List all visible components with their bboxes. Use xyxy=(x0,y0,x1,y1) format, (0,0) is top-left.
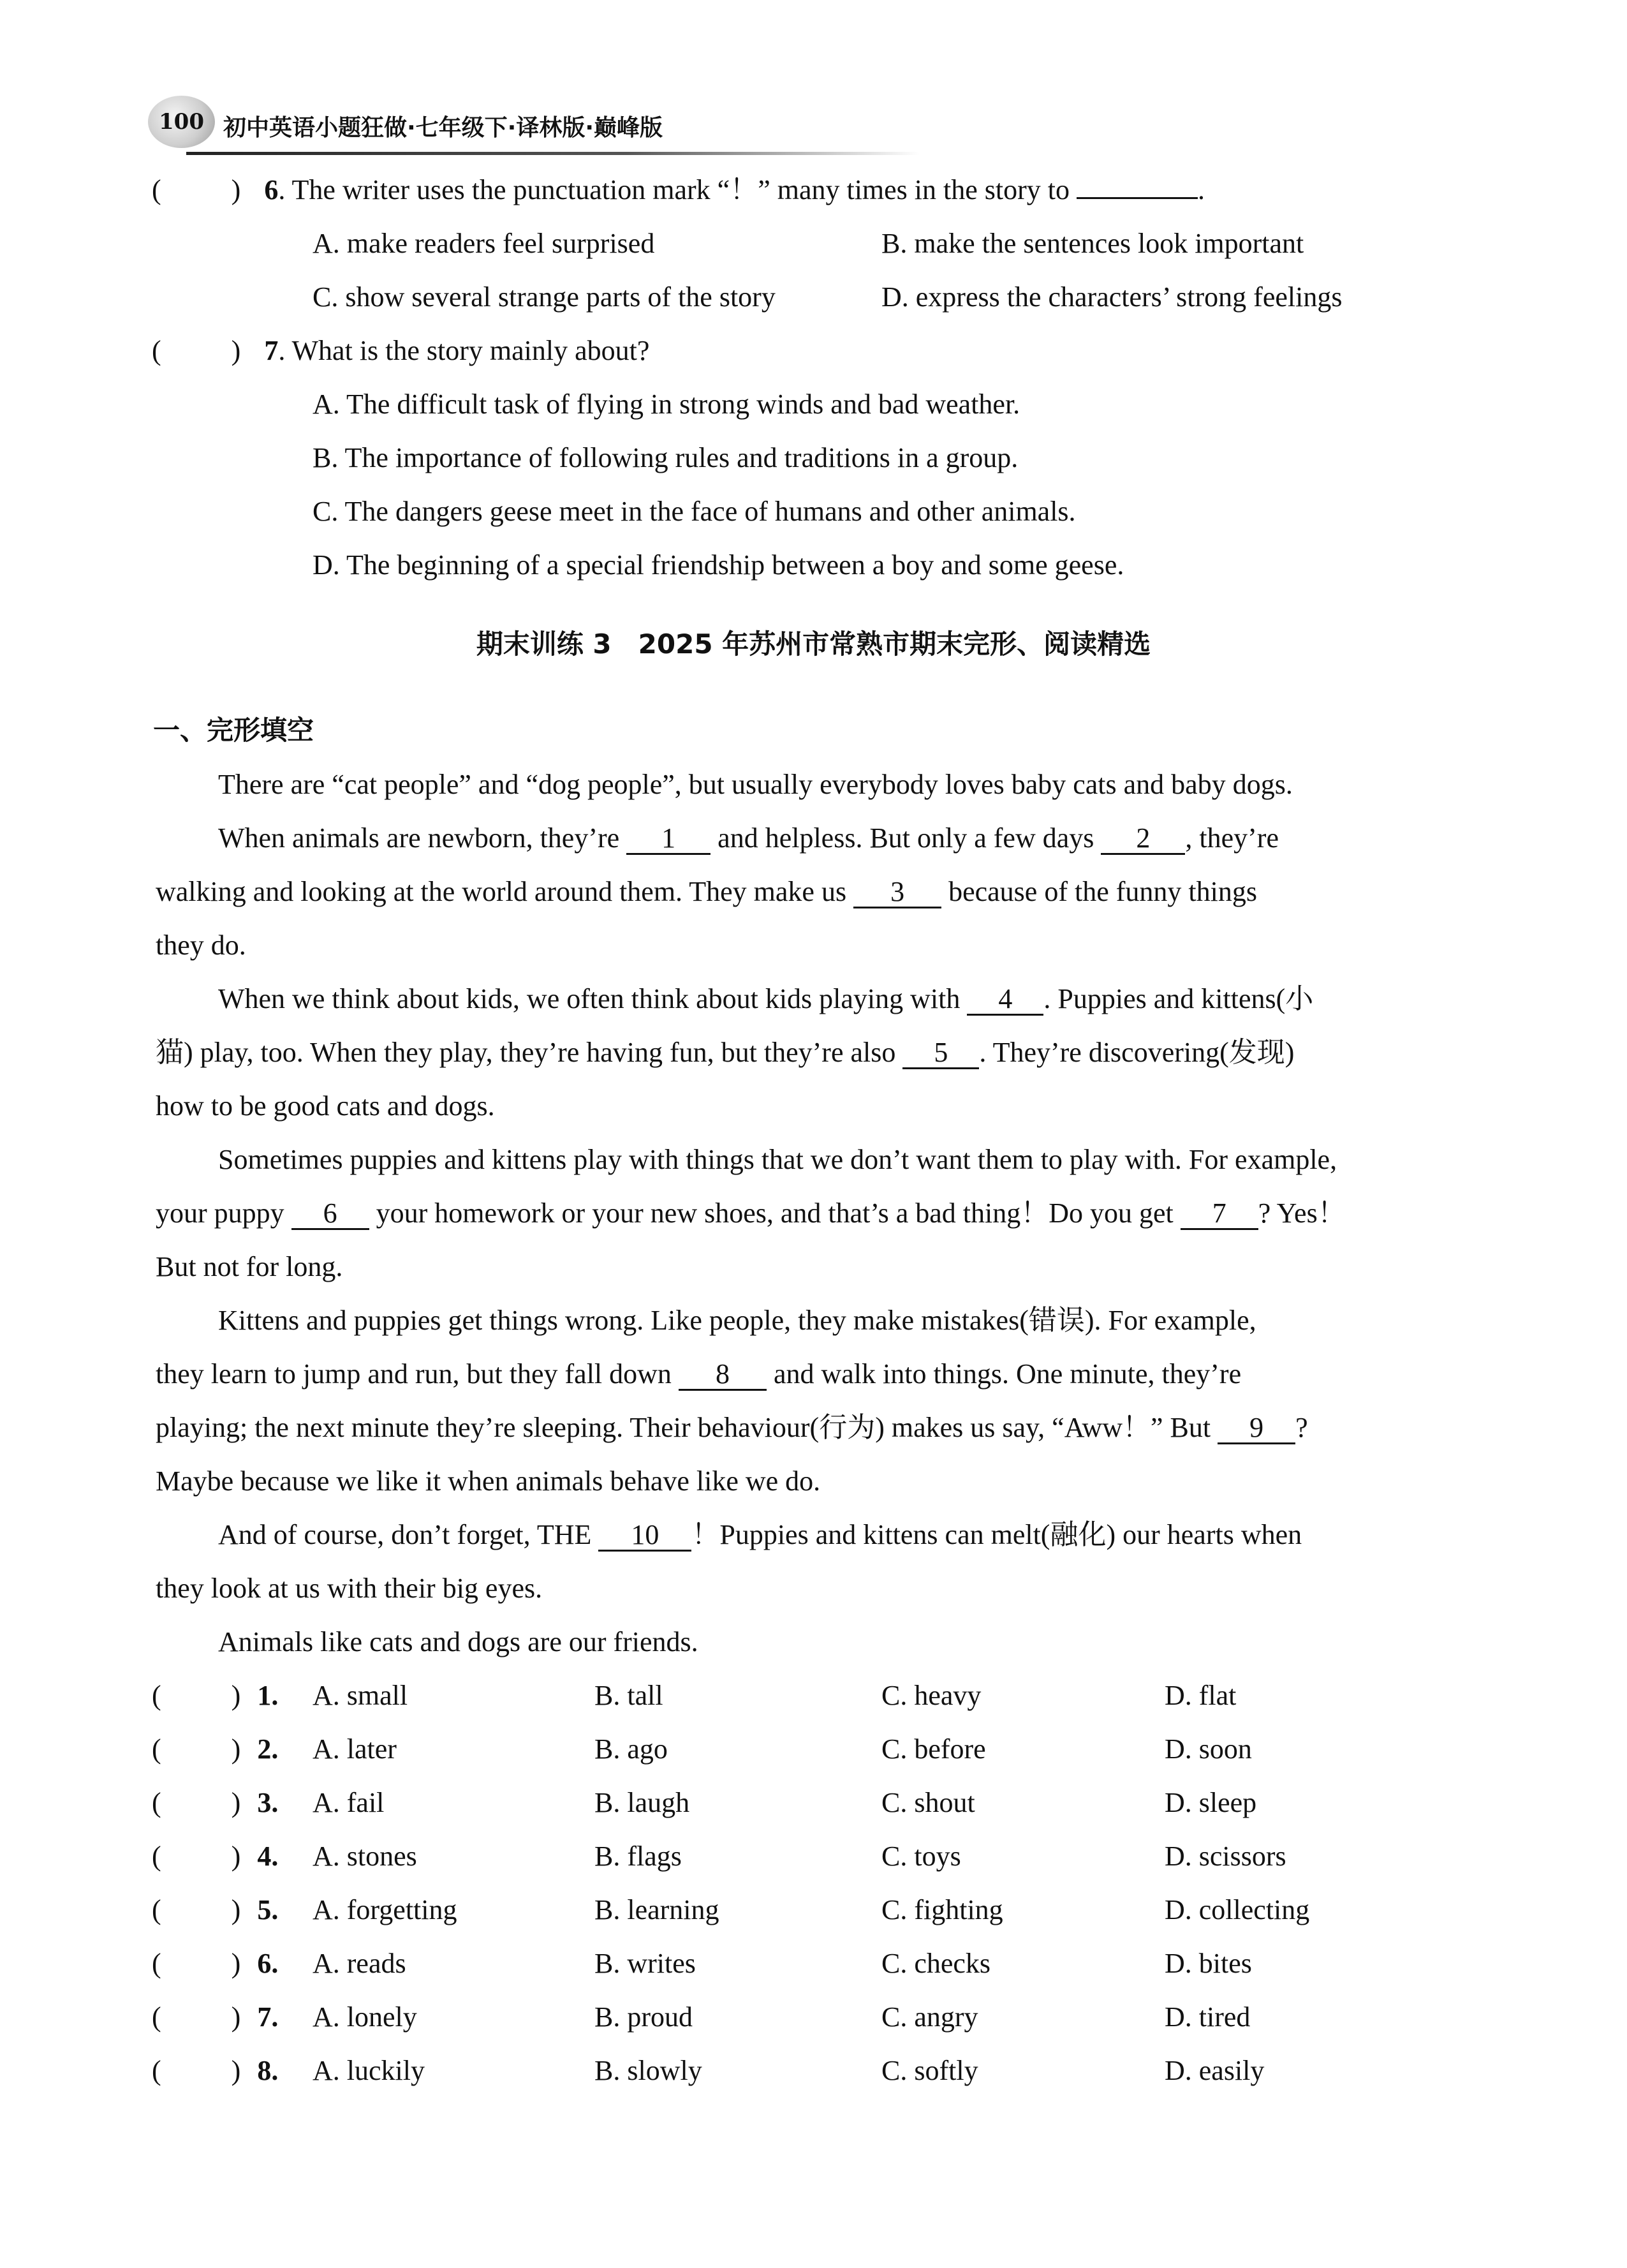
passage-line: walking and looking at the world around them. They make us 3 because of the funny things xyxy=(156,876,1257,907)
section-title: 期末训练 3 2025 年苏州市常熟市期末完形、阅读精选 xyxy=(476,628,1151,660)
passage-line: Animals like cats and dogs are our friends. xyxy=(218,1626,698,1657)
option-d: D. scissors xyxy=(1165,1841,1286,1872)
question-number: 4 xyxy=(257,1841,272,1872)
page-number: 100 xyxy=(148,96,215,148)
option-b: B. laugh xyxy=(594,1787,690,1818)
option-d: D. soon xyxy=(1165,1733,1252,1765)
answer-paren-close: ) xyxy=(231,2055,241,2086)
cloze-blank-2[interactable]: 2 xyxy=(1101,824,1185,855)
cloze-question-row: ( ) 1. xyxy=(152,1680,279,1711)
passage-line: Sometimes puppies and kittens play with things that we don’t want them to play with. For example, xyxy=(218,1144,1337,1175)
question-number: 7 xyxy=(257,2001,272,2033)
answer-paren-close: ) xyxy=(231,335,241,366)
passage-line: And of course, don’t forget, THE 10 ！Puppies and kittens can melt(融化) our hearts when xyxy=(218,1519,1302,1550)
passage-line: Kittens and puppies get things wrong. Like people, they make mistakes(错误). For example, xyxy=(218,1305,1256,1336)
part-heading: 一、完形填空 xyxy=(153,715,314,746)
question-number: 1 xyxy=(257,1680,272,1711)
cloze-question-row: ( ) 8. xyxy=(152,2055,279,2086)
option-a: A. lonely xyxy=(313,2001,417,2033)
option-a: A. make readers feel surprised xyxy=(313,228,655,259)
option-a: A. later xyxy=(313,1733,397,1765)
option-d: D. flat xyxy=(1165,1680,1237,1711)
answer-paren-open: ( xyxy=(152,1894,161,1925)
passage-line: When animals are newborn, they’re 1 and helpless. But only a few days 2 , they’re xyxy=(218,822,1279,854)
cloze-question-row: ( ) 6. xyxy=(152,1948,279,1979)
answer-paren-close: ) xyxy=(231,1680,241,1711)
passage-line: they look at us with their big eyes. xyxy=(156,1573,543,1604)
option-d: D. bites xyxy=(1165,1948,1252,1979)
question-number: 6 xyxy=(257,1948,272,1979)
option-c: C. angry xyxy=(881,2001,978,2033)
passage-line: But not for long. xyxy=(156,1251,343,1282)
answer-paren-close: ) xyxy=(231,1787,241,1818)
answer-paren-open: ( xyxy=(152,2055,161,2086)
option-c: C. checks xyxy=(881,1948,991,1979)
option-c: C. before xyxy=(881,1733,986,1765)
passage-line: 猫) play, too. When they play, they’re having fun, but they’re also 5 . They’re discovering(发现) xyxy=(156,1037,1295,1068)
cloze-blank-5[interactable]: 5 xyxy=(902,1038,979,1069)
passage-line: they learn to jump and run, but they fall down 8 and walk into things. One minute, they’re xyxy=(156,1358,1242,1390)
answer-paren-close: ) xyxy=(231,1841,241,1872)
book-title: 初中英语小题狂做·七年级下·译林版·巅峰版 xyxy=(223,115,663,141)
option-b: B. tall xyxy=(594,1680,663,1711)
option-c: C. fighting xyxy=(881,1894,1003,1925)
option-b: B. writes xyxy=(594,1948,696,1979)
option-b: B. make the sentences look important xyxy=(881,228,1304,259)
question-number: 3 xyxy=(257,1787,272,1818)
option-d: D. easily xyxy=(1165,2055,1265,2086)
option-d: D. express the characters’ strong feelings xyxy=(881,281,1343,313)
option-a: A. The difficult task of flying in strong winds and bad weather. xyxy=(313,389,1020,420)
option-b: B. learning xyxy=(594,1894,719,1925)
option-c: C. The dangers geese meet in the face of humans and other animals. xyxy=(313,496,1076,527)
answer-paren-close: ) xyxy=(231,174,241,205)
option-d: D. sleep xyxy=(1165,1787,1257,1818)
answer-paren-close: ) xyxy=(231,1894,241,1925)
answer-paren-open: ( xyxy=(152,1787,161,1818)
option-d: D. tired xyxy=(1165,2001,1251,2033)
answer-paren-open: ( xyxy=(152,2001,161,2033)
passage-line: There are “cat people” and “dog people”, but usually everybody loves baby cats and baby dogs. xyxy=(218,769,1293,800)
question-6-row: ( ) 6. The writer uses the punctuation mark “！” many times in the story to . xyxy=(152,174,1205,205)
question-number: 8 xyxy=(257,2055,272,2086)
question-number: 5 xyxy=(257,1894,272,1925)
option-a: A. small xyxy=(313,1680,408,1711)
answer-paren-open: ( xyxy=(152,1948,161,1979)
passage-line: Maybe because we like it when animals behave like we do. xyxy=(156,1465,821,1497)
option-b: B. slowly xyxy=(594,2055,702,2086)
option-d: D. The beginning of a special friendship between a boy and some geese. xyxy=(313,549,1124,581)
option-c: C. show several strange parts of the story xyxy=(313,281,776,313)
page-header xyxy=(148,96,786,153)
cloze-blank-8[interactable]: 8 xyxy=(679,1360,767,1391)
option-b: B. flags xyxy=(594,1841,682,1872)
answer-paren-open: ( xyxy=(152,335,161,366)
option-b: B. ago xyxy=(594,1733,668,1765)
option-a: A. forgetting xyxy=(313,1894,457,1925)
cloze-blank-4[interactable]: 4 xyxy=(967,984,1043,1016)
option-a: A. fail xyxy=(313,1787,385,1818)
question-stem: The writer uses the punctuation mark “！” many times in the story to xyxy=(291,174,1070,205)
cloze-blank-6[interactable]: 6 xyxy=(291,1199,369,1230)
option-a: A. luckily xyxy=(313,2055,425,2086)
option-b: B. proud xyxy=(594,2001,693,2033)
cloze-blank-9[interactable]: 9 xyxy=(1218,1413,1295,1444)
stem-end: . xyxy=(1198,174,1205,205)
answer-paren-open: ( xyxy=(152,174,161,205)
option-a: A. stones xyxy=(313,1841,417,1872)
question-number: 6 xyxy=(264,174,279,205)
option-b: B. The importance of following rules and traditions in a group. xyxy=(313,442,1019,473)
answer-paren-close: ) xyxy=(231,2001,241,2033)
passage-line: your puppy 6 your homework or your new shoes, and that’s a bad thing！Do you get 7 ? Yes！ xyxy=(156,1197,1346,1229)
question-number: 2 xyxy=(257,1733,272,1765)
answer-paren-open: ( xyxy=(152,1680,161,1711)
option-a: A. reads xyxy=(313,1948,406,1979)
option-c: C. shout xyxy=(881,1787,975,1818)
answer-blank[interactable] xyxy=(1077,197,1198,199)
cloze-blank-7[interactable]: 7 xyxy=(1181,1199,1258,1230)
passage-line: When we think about kids, we often think about kids playing with 4 . Puppies and kittens(小 xyxy=(218,983,1314,1014)
cloze-question-row: ( ) 3. xyxy=(152,1787,279,1818)
question-stem: What is the story mainly about? xyxy=(291,335,650,366)
cloze-question-row: ( ) 4. xyxy=(152,1841,279,1872)
question-number: 7 xyxy=(264,335,279,366)
option-c: C. toys xyxy=(881,1841,961,1872)
option-d: D. collecting xyxy=(1165,1894,1310,1925)
option-c: C. heavy xyxy=(881,1680,982,1711)
answer-paren-close: ) xyxy=(231,1733,241,1765)
cloze-blank-3[interactable]: 3 xyxy=(853,877,941,908)
header-rule xyxy=(186,152,920,155)
option-c: C. softly xyxy=(881,2055,978,2086)
passage-line: how to be good cats and dogs. xyxy=(156,1090,495,1122)
answer-paren-open: ( xyxy=(152,1841,161,1872)
cloze-question-row: ( ) 7. xyxy=(152,2001,279,2033)
cloze-question-row: ( ) 2. xyxy=(152,1733,279,1765)
passage-line: playing; the next minute they’re sleeping. Their behaviour(行为) makes us say, “Aww！” But 9 ? xyxy=(156,1412,1308,1443)
question-7-row: ( ) 7. What is the story mainly about? xyxy=(152,335,650,366)
cloze-blank-1[interactable]: 1 xyxy=(626,824,710,855)
cloze-blank-10[interactable]: 10 xyxy=(598,1520,691,1552)
cloze-question-row: ( ) 5. xyxy=(152,1894,279,1925)
answer-paren-open: ( xyxy=(152,1733,161,1765)
passage-line: they do. xyxy=(156,930,246,961)
answer-paren-close: ) xyxy=(231,1948,241,1979)
